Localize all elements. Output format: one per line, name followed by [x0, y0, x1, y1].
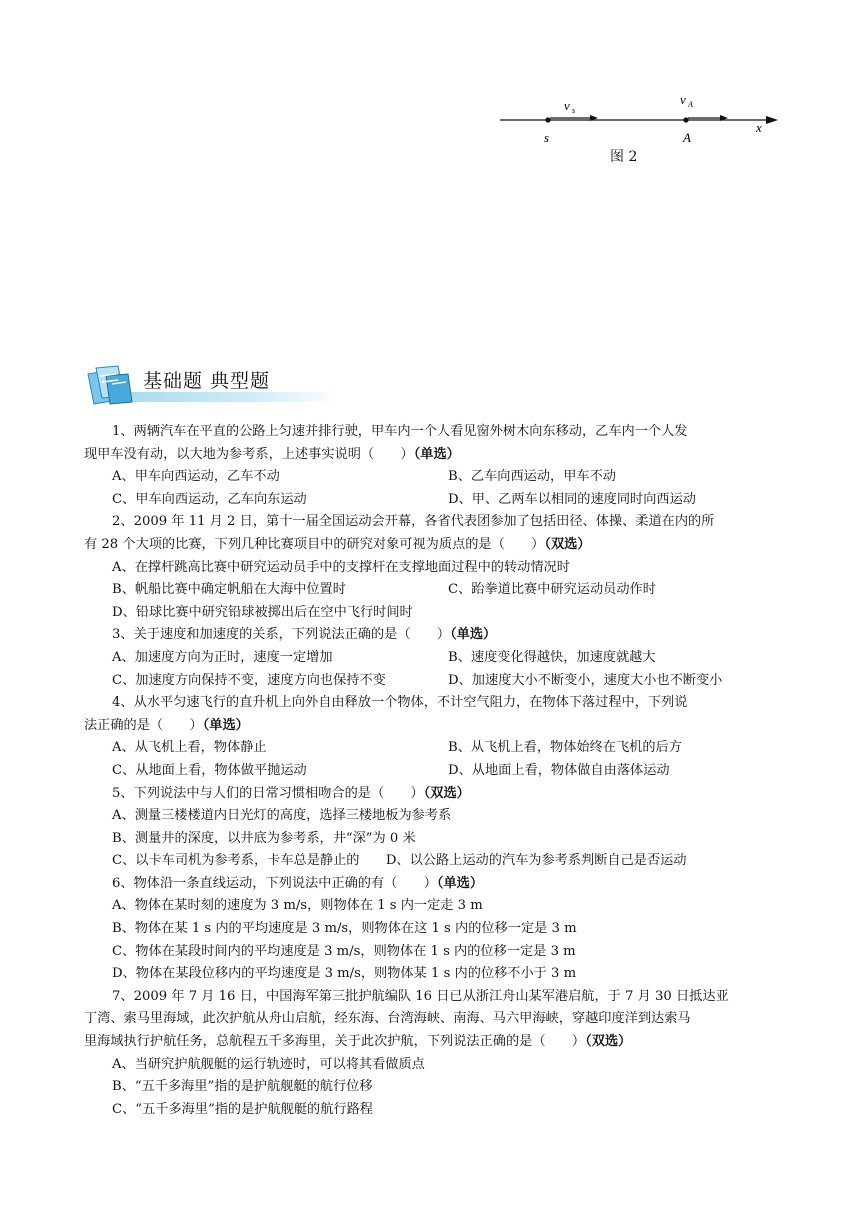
- option-b: B、“五千多海里”指的是护航舰艇的航行位移: [112, 1079, 373, 1095]
- question-7: [84, 986, 784, 1122]
- option-d: D、甲、乙两车以相同的速度同时向西运动: [448, 491, 696, 507]
- option-a: A、加速度方向为正时，速度一定增加: [112, 649, 333, 665]
- option-b: B、测量井的深度，以井底为参考系，井“深”为 0 米: [112, 830, 416, 846]
- question-type-tag: （单选）: [450, 627, 497, 643]
- question-stem-line: 法正确的是（ ）: [84, 717, 203, 733]
- option-b: B、乙车向西运动，甲车不动: [448, 469, 616, 485]
- option-c: C、加速度方向保持不变，速度方向也保持不变: [112, 672, 386, 688]
- question-type-tag: （单选）: [413, 446, 460, 462]
- option-a: A、当研究护航舰艇的运行轨迹时，可以将其看做质点: [112, 1056, 425, 1072]
- question-1: [84, 421, 784, 511]
- question-list: [84, 421, 784, 1121]
- question-stem-line: 2、2009 年 11 月 2 日，第十一届全国运动会开幕，各省代表团参加了包括田径、体操、柔道在内的所: [112, 514, 715, 530]
- option-d: D、从地面上看，物体做自由落体运动: [448, 762, 670, 778]
- x-axis-arrowhead: [766, 116, 778, 124]
- figure-2-diagram: [494, 88, 794, 168]
- option-d: D、物体在某段位移内的平均速度是 3 m/s，则物体某 1 s 内的位移不小于 3 m: [112, 966, 577, 982]
- option-b: B、从飞机上看，物体始终在飞机的后方: [448, 740, 682, 756]
- question-stem-line: 现甲车没有动，以大地为参考系，上述事实说明（ ）: [84, 446, 414, 462]
- label-point-s: s: [544, 130, 550, 145]
- option-c: C、甲车向西运动，乙车向东运动: [112, 491, 307, 507]
- question-3: [84, 624, 784, 692]
- option-a: A、从飞机上看，物体静止: [112, 740, 267, 756]
- option-b: B、帆船比赛中确定帆船在大海中位置时: [112, 582, 346, 598]
- question-stem-line: 4、从水平匀速飞行的直升机上向外自由释放一个物体，不计空气阻力，在物体下落过程中，下列说: [112, 695, 688, 711]
- option-c: C、物体在某段时间内的平均速度是 3 m/s，则物体在 1 s 内的位移一定是 3 m: [112, 943, 576, 959]
- option-a: A、甲车向西运动，乙车不动: [112, 469, 280, 485]
- option-a: A、物体在某时刻的速度为 3 m/s，则物体在 1 s 内一定走 3 m: [112, 898, 483, 914]
- option-a: A、在撑杆跳高比赛中研究运动员手中的支撑杆在支撑地面过程中的转动情况时: [112, 559, 570, 575]
- question-type-tag: （双选）: [544, 536, 591, 552]
- point-s-dot: [545, 117, 550, 122]
- book-stack-icon: [88, 366, 132, 404]
- question-stem-line: 3、关于速度和加速度的关系，下列说法正确的是（ ）: [112, 627, 451, 643]
- question-stem-line: 丁湾、索马里海域，此次护航从舟山启航，经东海、台湾海峡、南海、马六甲海峡，穿越印度洋到达索马: [84, 1011, 691, 1027]
- option-c: C、从地面上看，物体做平抛运动: [112, 762, 307, 778]
- option-d: D、铅球比赛中研究铅球被掷出后在空中飞行时间时: [112, 604, 413, 620]
- option-c: C、“五千多海里”指的是护航舰艇的航行路程: [112, 1101, 373, 1117]
- label-axis-x: x: [756, 120, 762, 135]
- figure-caption: 图 2: [610, 149, 638, 165]
- label-vs: v: [564, 98, 570, 113]
- label-vs-sub: s: [572, 106, 576, 115]
- section-title: 基础题 典型题: [143, 370, 271, 392]
- question-4: [84, 692, 784, 782]
- question-2: [84, 511, 784, 624]
- question-stem-line: 里海域执行护航任务，总航程五千多海里，关于此次护航，下列说法正确的是（ ）: [84, 1034, 586, 1050]
- question-stem-line: 有 28 个大项的比赛，下列几种比赛项目中的研究对象可视为质点的是（ ）: [84, 536, 545, 552]
- question-stem-line: 1、两辆汽车在平直的公路上匀速并排行驶，甲车内一个人看见窗外树木向东移动，乙车内一个人发: [112, 424, 688, 439]
- question-type-tag: （单选）: [202, 717, 249, 733]
- question-type-tag: （双选）: [585, 1034, 632, 1050]
- option-b: B、物体在某 1 s 内的平均速度是 3 m/s，则物体在这 1 s 内的位移一定是 3 m: [112, 921, 577, 937]
- question-5: [84, 783, 784, 873]
- option-c-d: C、以卡车司机为参考系，卡车总是静止的 D、以公路上运动的汽车为参考系判断自己是否运动: [112, 853, 687, 869]
- question-6: [84, 873, 784, 986]
- point-a-dot: [683, 117, 688, 122]
- option-c: C、跆拳道比赛中研究运动员动作时: [448, 582, 656, 598]
- option-a: A、测量三楼楼道内日光灯的高度，选择三楼地板为参考系: [112, 808, 452, 824]
- question-stem-line: 5、下列说法中与人们的日常习惯相吻合的是（ ）: [112, 785, 424, 801]
- option-d: D、加速度大小不断变小，速度大小也不断变小: [448, 672, 723, 688]
- label-va-sub: A: [688, 100, 693, 109]
- label-va: v: [680, 92, 686, 107]
- banner-underline-band: [98, 392, 338, 402]
- option-b: B、速度变化得越快，加速度就越大: [448, 649, 656, 665]
- question-type-tag: （单选）: [436, 875, 484, 891]
- question-type-tag: （双选）: [423, 785, 470, 801]
- question-stem-line: 7、2009 年 7 月 16 日，中国海军第三批护航编队 16 日已从浙江舟山某军港启航，于 7 月 30 日抵达亚: [112, 988, 729, 1004]
- label-point-a: A: [683, 130, 691, 145]
- question-stem-line: 6、物体沿一条直线运动，下列说法中正确的有（ ）: [112, 875, 437, 891]
